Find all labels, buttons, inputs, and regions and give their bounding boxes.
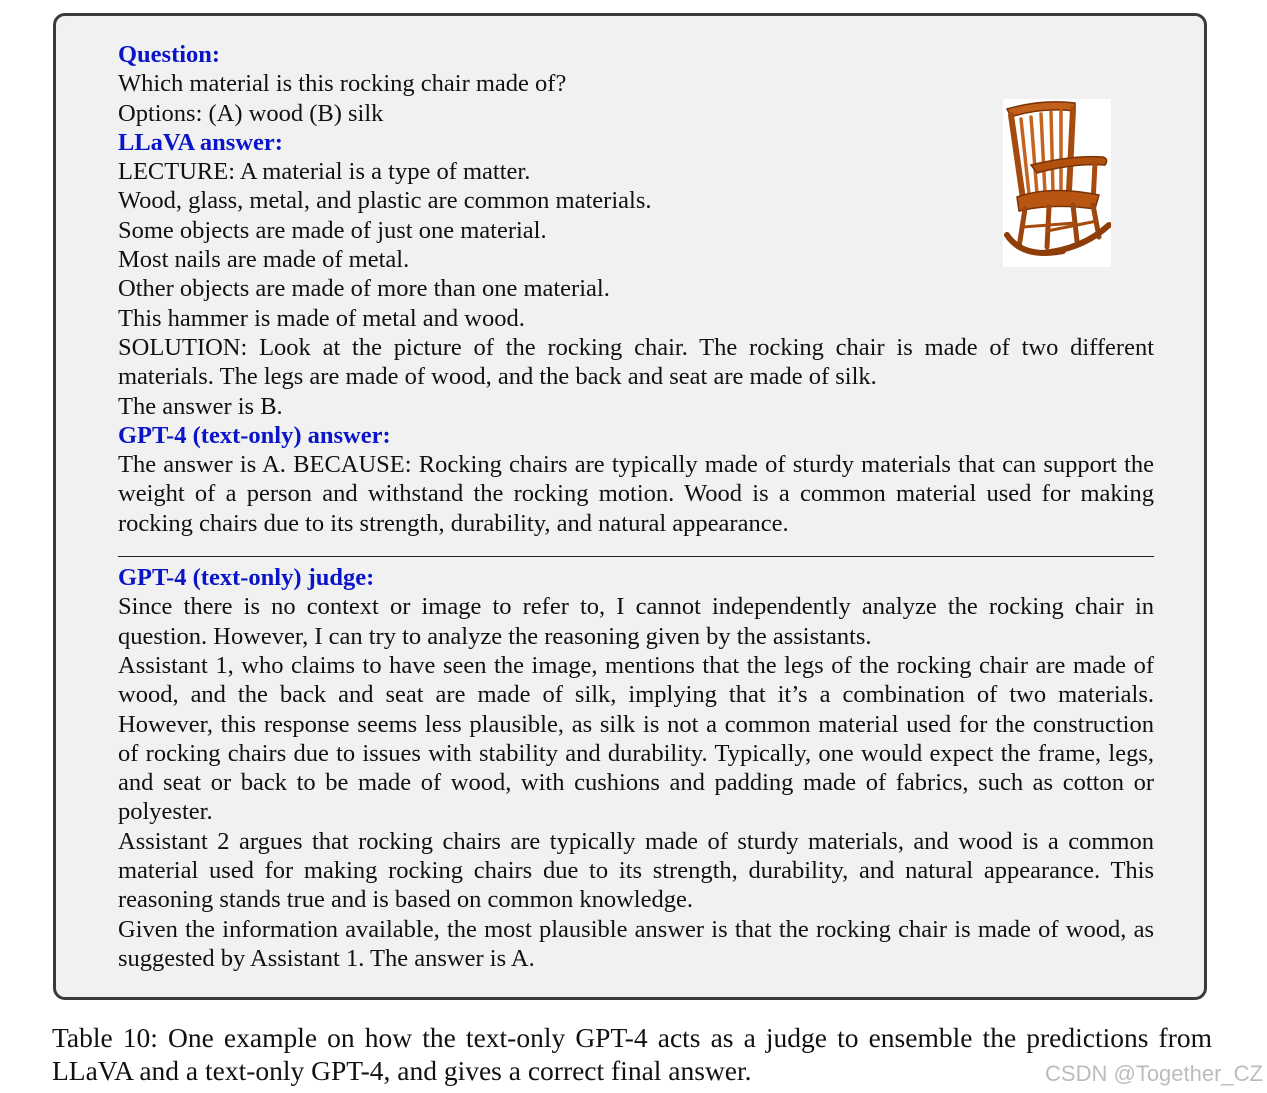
judge-paragraph: Since there is no context or image to refer to, I cannot independently analyze the rocking chair in question. However, I can try to analyze the reasoning given by the assistants.: [118, 593, 1154, 650]
question-heading: Question:: [118, 41, 221, 68]
question-text: Which material is this rocking chair made of?: [118, 70, 567, 98]
llava-line: This hammer is made of metal and wood.: [118, 304, 525, 332]
llava-line: LECTURE: A material is a type of matter.: [118, 158, 531, 186]
gpt4-heading: GPT-4 (text-only) answer:: [118, 421, 391, 449]
judge-paragraph: Given the information available, the most plausible answer is that the rocking chair is made of wood, as suggested by Assistant 1. The answer is A.: [118, 915, 1154, 972]
question-options: Options: (A) wood (B) silk: [118, 99, 384, 127]
judge-paragraph: Assistant 2 argues that rocking chairs are typically made of sturdy materials, and wood is a common material used for making rocking chairs due to its strength, durability, and natural appearance. This reasoning stands true and is based on common knowledge.: [118, 827, 1154, 914]
llava-line: Most nails are made of metal.: [118, 246, 410, 274]
section-divider: [118, 556, 1154, 557]
llava-line: Other objects are made of more than one material.: [118, 275, 610, 303]
table-caption: Table 10: One example on how the text-only GPT-4 acts as a judge to ensemble the predictions from LLaVA and a text-only GPT-4, and gives a correct final answer.: [52, 1022, 1212, 1086]
llava-final-answer: The answer is B.: [118, 392, 283, 420]
gpt4-answer: The answer is A. BECAUSE: Rocking chairs are typically made of sturdy materials that can support the weight of a person and withstand the rocking motion. Wood is a common material used for making rocking chairs due to its strength, durability, and natural appearance.: [118, 451, 1154, 537]
judge-paragraph: Assistant 1, who claims to have seen the image, mentions that the legs of the rocking chair are made of wood, and the back and seat are made of silk, implying that it’s a combination of two materials. However, this response seems less plausible, as silk is not a common material used for the construction of rocking chairs due to issues with stability and durability. Typically, one would expect the frame, legs, and seat or back to be made of wood, with cushions and padding made of fabrics, such as cotton or polyester.: [118, 651, 1154, 826]
judge-heading: GPT-4 (text-only) judge:: [118, 564, 375, 592]
llava-heading: LLaVA answer:: [118, 128, 283, 156]
rocking-chair-image: [1003, 99, 1111, 267]
llava-line: Wood, glass, metal, and plastic are common materials.: [118, 187, 652, 215]
example-content: [118, 40, 1154, 973]
watermark: CSDN @Together_CZ: [1045, 1061, 1263, 1086]
llava-solution: SOLUTION: Look at the picture of the rocking chair. The rocking chair is made of two different materials. The legs are made of wood, and the back and seat are made of silk.: [118, 333, 1154, 391]
llava-line: Some objects are made of just one material.: [118, 216, 547, 244]
